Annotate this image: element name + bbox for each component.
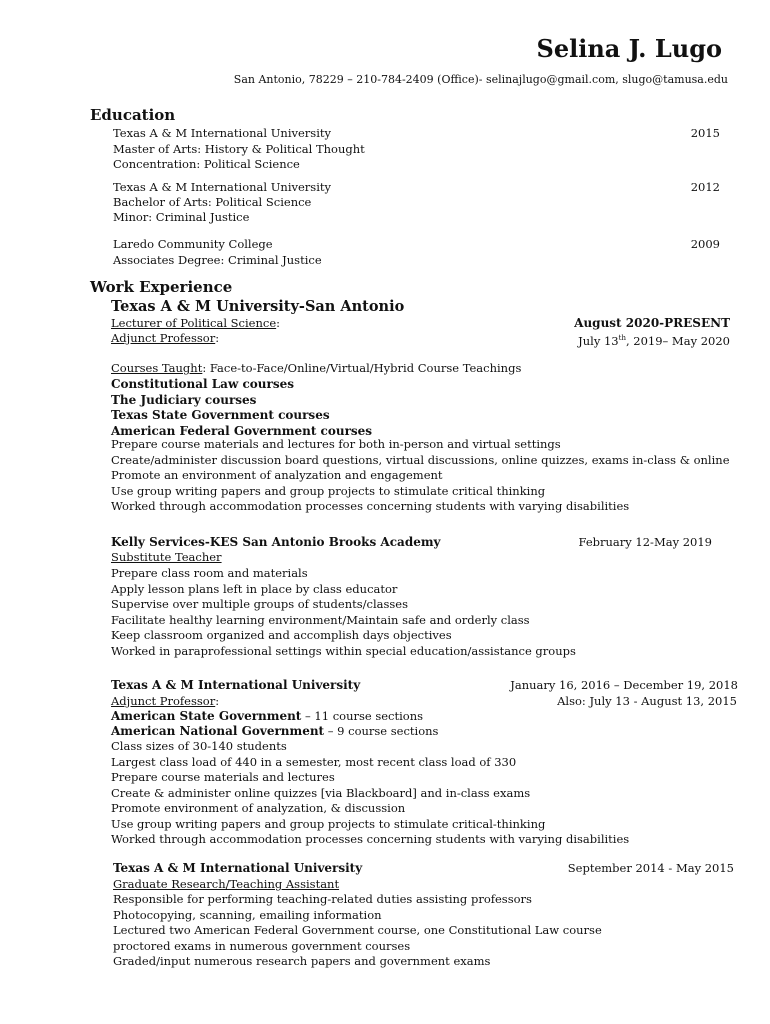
duty-list	[113, 892, 602, 970]
courses-desc: : Face-to-Face/Online/Virtual/Hybrid Course Teachings	[202, 361, 522, 375]
course-item: American National Government – 9 course sections	[111, 724, 439, 738]
education-entry	[113, 126, 365, 173]
duty-item: Keep classroom organized and accomplish days objectives	[111, 628, 452, 642]
education-year: 2009	[690, 237, 720, 251]
duty-list	[111, 739, 629, 848]
education-school: Texas A & M International University	[113, 126, 331, 140]
duty-item: Apply lesson plans left in place by class educator	[111, 581, 398, 596]
duty-item: Create & administer online quizzes [via Blackboard] and in-class exams	[111, 785, 531, 800]
duty-item: Prepare class room and materials	[111, 566, 308, 580]
course-list	[111, 377, 372, 439]
education-year: 2012	[690, 180, 720, 194]
work-heading: Work Experience	[90, 278, 233, 296]
job-role: Adjunct Professor:	[111, 331, 220, 345]
job-org: Texas A & M International University	[111, 678, 361, 692]
duty-item: Supervise over multiple groups of students/classes	[111, 597, 408, 611]
duty-item: Prepare course materials and lectures for both in-person and virtual settings	[111, 437, 561, 451]
job-role-title: Substitute Teacher	[111, 550, 222, 564]
duty-item: proctored exams in numerous government courses	[113, 938, 411, 953]
course-item: Constitutional Law courses	[111, 377, 294, 391]
duty-item: Worked through accommodation processes concerning students with varying disabilities	[111, 499, 630, 513]
contact-line: San Antonio, 78229 – 210-784-2409 (Office)- selinajlugo@gmail.com, slugo@tamusa.edu	[233, 73, 728, 86]
education-entry	[113, 180, 331, 225]
duty-item: Use group writing papers and group projects to stimulate critical thinking	[111, 483, 546, 498]
education-year: 2015	[690, 126, 720, 140]
job-date-secondary: Also: July 13 - August 13, 2015	[557, 694, 737, 708]
education-detail: Associates Degree: Criminal Justice	[113, 252, 322, 267]
duty-item: Use group writing papers and group projects to stimulate critical-thinking	[111, 816, 546, 831]
education-detail: Master of Arts: History & Political Thought	[113, 141, 365, 156]
job-role: Lecturer of Political Science:	[111, 316, 281, 330]
course-item: Texas State Government courses	[111, 408, 330, 422]
duty-item: Prepare course materials and lectures	[111, 770, 335, 784]
duty-item: Promote environment of analyzation, & discussion	[111, 801, 406, 815]
course-item: American State Government – 11 course sections	[111, 709, 424, 723]
duty-item: Worked in paraprofessional settings within special education/assistance groups	[111, 643, 576, 658]
job-role-title: Graduate Research/Teaching Assistant	[113, 877, 340, 891]
education-detail: Bachelor of Arts: Political Science	[113, 195, 312, 209]
duty-item: Photocopying, scanning, emailing information	[113, 907, 382, 922]
courses-label: Courses Taught	[111, 361, 203, 375]
duty-list	[111, 437, 730, 515]
job-date: September 2014 - May 2015	[567, 861, 734, 875]
job-date: July 13th, 2019– May 2020	[578, 333, 730, 348]
duty-list	[111, 566, 576, 659]
duty-item: Lectured two American Federal Government course, one Constitutional Law course	[113, 923, 602, 937]
job-org: Texas A & M International University	[113, 861, 363, 875]
education-detail: Minor: Criminal Justice	[113, 210, 250, 224]
duty-item: Class sizes of 30-140 students	[111, 739, 287, 753]
duty-item: Responsible for performing teaching-related duties assisting professors	[113, 892, 532, 906]
job-org: Kelly Services-KES San Antonio Brooks Academy	[111, 535, 441, 549]
course-item: The Judiciary courses	[111, 392, 257, 407]
education-school: Texas A & M International University	[113, 180, 331, 194]
duty-item: Graded/input numerous research papers and government exams	[113, 954, 491, 968]
education-heading: Education	[90, 106, 176, 124]
job-role-title: Adjunct Professor	[111, 694, 216, 708]
duty-item: Promote an environment of analyzation and engagement	[111, 468, 443, 482]
job-role-title: Lecturer of Political Science	[111, 316, 277, 330]
resume-name: Selina J. Lugo	[536, 34, 722, 63]
job-date: August 2020-PRESENT	[574, 316, 730, 330]
courses-taught	[111, 361, 521, 377]
education-school: Laredo Community College	[113, 237, 273, 251]
education-entry	[113, 237, 322, 268]
duty-item: Worked through accommodation processes concerning students with varying disabilities	[111, 832, 630, 846]
job-date: February 12-May 2019	[578, 535, 712, 549]
job-role-title: Adjunct Professor	[111, 331, 216, 345]
education-detail: Concentration: Political Science	[113, 157, 300, 171]
job-date: January 16, 2016 – December 19, 2018	[510, 678, 738, 692]
duty-item: Create/administer discussion board questions, virtual discussions, online quizzes, exams in-class & online	[111, 452, 730, 467]
job-org: Texas A & M University-San Antonio	[111, 298, 405, 315]
job-role: Adjunct Professor:	[111, 694, 220, 708]
course-item: American Federal Government courses	[111, 423, 373, 438]
duty-item: Facilitate healthy learning environment/Maintain safe and orderly class	[111, 612, 530, 627]
duty-item: Largest class load of 440 in a semester, most recent class load of 330	[111, 754, 517, 769]
